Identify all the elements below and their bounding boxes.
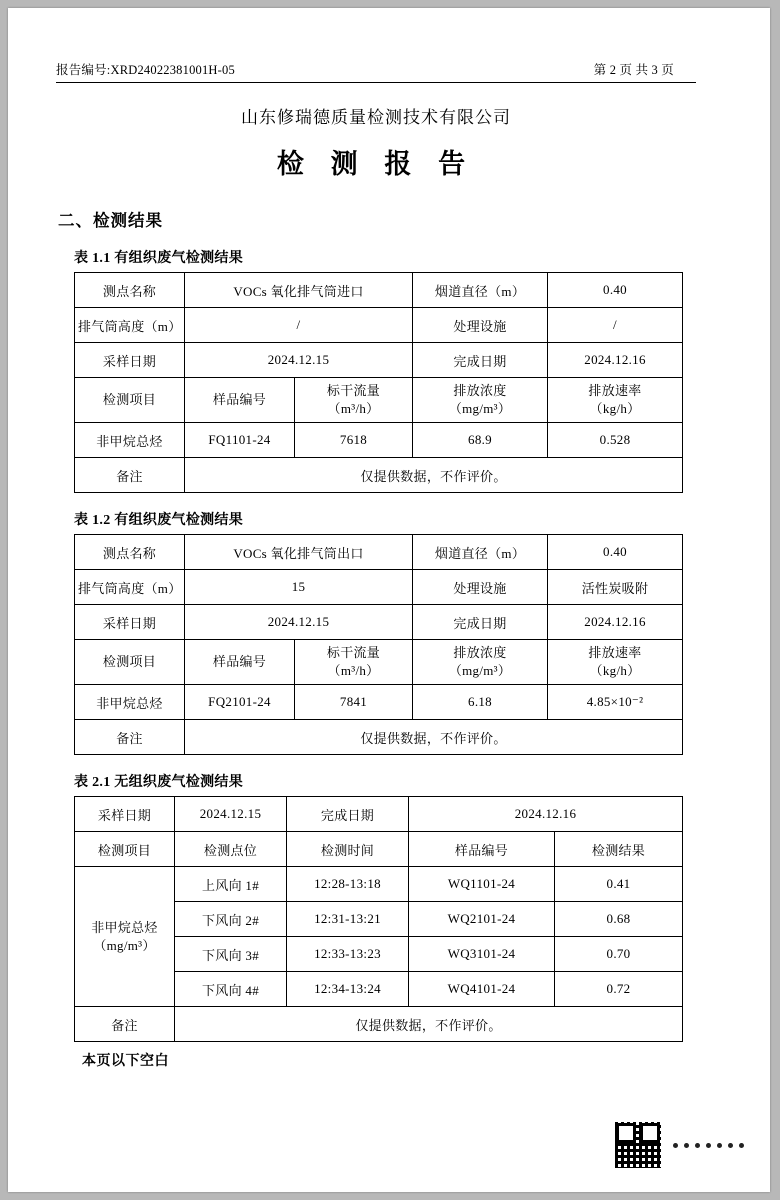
cell-value: 2024.12.15 [175, 797, 287, 832]
cell-value: 2024.12.16 [548, 605, 683, 640]
cell-point: 下风向 4# [175, 972, 287, 1007]
cell-result: 0.72 [555, 972, 683, 1007]
cell-concentration: 6.18 [413, 685, 548, 720]
table-row [75, 273, 683, 308]
cell-result: 0.68 [555, 902, 683, 937]
page-number: 第 2 页 共 3 页 [593, 63, 674, 77]
dot [673, 1143, 678, 1148]
table-row [75, 423, 683, 458]
col-header-concentration [413, 378, 548, 423]
cell-point: 上风向 1# [175, 867, 287, 902]
cell-value: 2024.12.15 [185, 343, 413, 378]
col-header-time: 检测时间 [287, 832, 409, 867]
cell-value: 0.40 [548, 535, 683, 570]
cell-label: 烟道直径（m） [413, 273, 548, 308]
cell-label: 完成日期 [413, 343, 548, 378]
cell-label: 测点名称 [75, 273, 185, 308]
cell-value: VOCs 氧化排气筒出口 [185, 535, 413, 570]
cell-value: 2024.12.16 [409, 797, 683, 832]
table-1-1 [74, 272, 683, 493]
cell-label: 烟道直径（m） [413, 535, 548, 570]
cell-time: 12:31-13:21 [287, 902, 409, 937]
col-header-sample: 样品编号 [185, 640, 295, 685]
cell-flow: 7618 [295, 423, 413, 458]
report-number: 报告编号:XRD24022381001H-05 [56, 63, 235, 77]
cell-label: 处理设施 [413, 308, 548, 343]
dot [739, 1143, 744, 1148]
dot [684, 1143, 689, 1148]
dot [695, 1143, 700, 1148]
col-header-rate-line2: （kg/h） [589, 401, 641, 416]
cell-result: 0.41 [555, 867, 683, 902]
col-header-sample: 样品编号 [409, 832, 555, 867]
table-row [75, 570, 683, 605]
table-row [75, 343, 683, 378]
col-header-rate [548, 378, 683, 423]
cell-label: 采样日期 [75, 797, 175, 832]
col-header-conc-line2: （mg/m³） [448, 401, 512, 416]
col-header-flow-line2: （m³/h） [327, 401, 380, 416]
dot [706, 1143, 711, 1148]
cell-value: 0.40 [548, 273, 683, 308]
table-1-1-caption: 表 1.1 有组织废气检测结果 [74, 251, 243, 266]
col-header-rate-line2: （kg/h） [589, 663, 641, 678]
company-name: 山东修瑞德质量检测技术有限公司 [241, 108, 511, 127]
cell-result: 0.70 [555, 937, 683, 972]
table-header-row [75, 378, 683, 423]
col-header-point: 检测点位 [175, 832, 287, 867]
dot [728, 1143, 733, 1148]
cell-rate: 0.528 [548, 423, 683, 458]
cell-value: 活性炭吸附 [548, 570, 683, 605]
footer-stamp-area [613, 1120, 744, 1170]
cell-item-group [75, 867, 175, 1007]
col-header-flow [295, 640, 413, 685]
cell-sample: WQ1101-24 [409, 867, 555, 902]
cell-remark: 仅提供数据，不作评价。 [175, 1007, 683, 1042]
cell-value: 2024.12.16 [548, 343, 683, 378]
table-1-2 [74, 534, 683, 755]
cell-value: 15 [185, 570, 413, 605]
cell-value: 2024.12.15 [185, 605, 413, 640]
col-header-result: 检测结果 [555, 832, 683, 867]
cell-label: 完成日期 [287, 797, 409, 832]
col-header-item: 检测项目 [75, 378, 185, 423]
cell-label: 排气筒高度（m） [75, 308, 185, 343]
cell-time: 12:33-13:23 [287, 937, 409, 972]
table-row [75, 867, 683, 902]
cell-time: 12:34-13:24 [287, 972, 409, 1007]
cell-label-remark: 备注 [75, 458, 185, 493]
table-2-1 [74, 796, 683, 1042]
page-title: 检 测 报 告 [276, 149, 476, 179]
col-header-flow-line2: （m³/h） [327, 663, 380, 678]
section-heading: 二、检测结果 [58, 211, 163, 230]
table-row [75, 685, 683, 720]
cell-label-remark: 备注 [75, 1007, 175, 1042]
col-header-sample: 样品编号 [185, 378, 295, 423]
col-header-flow-line1: 标干流量 [326, 383, 381, 399]
table-row [75, 605, 683, 640]
table-1-2-caption: 表 1.2 有组织废气检测结果 [74, 513, 243, 528]
col-header-rate [548, 640, 683, 685]
cell-item-unit: （mg/m³） [93, 937, 156, 953]
page-footnote: 本页以下空白 [82, 1054, 169, 1069]
table-row [75, 535, 683, 570]
table-header-row [75, 832, 683, 867]
cell-sample: WQ2101-24 [409, 902, 555, 937]
cell-label-remark: 备注 [75, 720, 185, 755]
cell-value: VOCs 氧化排气筒进口 [185, 273, 413, 308]
header-divider [56, 82, 696, 83]
col-header-conc-line1: 排放浓度 [453, 383, 507, 399]
col-header-rate-line1: 排放速率 [588, 383, 642, 399]
col-header-concentration [413, 640, 548, 685]
cell-label: 采样日期 [75, 605, 185, 640]
table-row [75, 308, 683, 343]
cell-label: 完成日期 [413, 605, 548, 640]
cell-point: 下风向 2# [175, 902, 287, 937]
cell-value: / [185, 308, 413, 343]
cell-concentration: 68.9 [413, 423, 548, 458]
cell-sample: WQ4101-24 [409, 972, 555, 1007]
col-header-conc-line1: 排放浓度 [453, 645, 507, 661]
cell-value: / [548, 308, 683, 343]
cell-item: 非甲烷总烃 [75, 423, 185, 458]
table-row [75, 720, 683, 755]
table-header-row [75, 640, 683, 685]
col-header-item: 检测项目 [75, 832, 175, 867]
table-row [75, 797, 683, 832]
cell-rate: 4.85×10⁻² [548, 685, 683, 720]
cell-label: 采样日期 [75, 343, 185, 378]
dot [717, 1143, 722, 1148]
cell-sample: FQ2101-24 [185, 685, 295, 720]
table-row [75, 458, 683, 493]
col-header-rate-line1: 排放速率 [588, 645, 642, 661]
col-header-flow-line1: 标干流量 [326, 645, 381, 661]
col-header-item: 检测项目 [75, 640, 185, 685]
cell-item-name: 非甲烷总烃 [91, 919, 158, 935]
document-body [56, 60, 696, 1070]
cell-sample: WQ3101-24 [409, 937, 555, 972]
qr-code-icon [613, 1120, 663, 1170]
cell-flow: 7841 [295, 685, 413, 720]
cell-label: 处理设施 [413, 570, 548, 605]
table-row [75, 1007, 683, 1042]
cell-item: 非甲烷总烃 [75, 685, 185, 720]
cell-label: 测点名称 [75, 535, 185, 570]
document-page [8, 8, 770, 1192]
cell-sample: FQ1101-24 [185, 423, 295, 458]
cell-time: 12:28-13:18 [287, 867, 409, 902]
table-2-1-caption: 表 2.1 无组织废气检测结果 [74, 775, 243, 790]
cell-point: 下风向 3# [175, 937, 287, 972]
page-header [56, 60, 696, 81]
dot-separator [673, 1143, 744, 1148]
col-header-conc-line2: （mg/m³） [448, 663, 512, 678]
cell-label: 排气筒高度（m） [75, 570, 185, 605]
cell-remark: 仅提供数据，不作评价。 [185, 720, 683, 755]
cell-remark: 仅提供数据，不作评价。 [185, 458, 683, 493]
col-header-flow [295, 378, 413, 423]
